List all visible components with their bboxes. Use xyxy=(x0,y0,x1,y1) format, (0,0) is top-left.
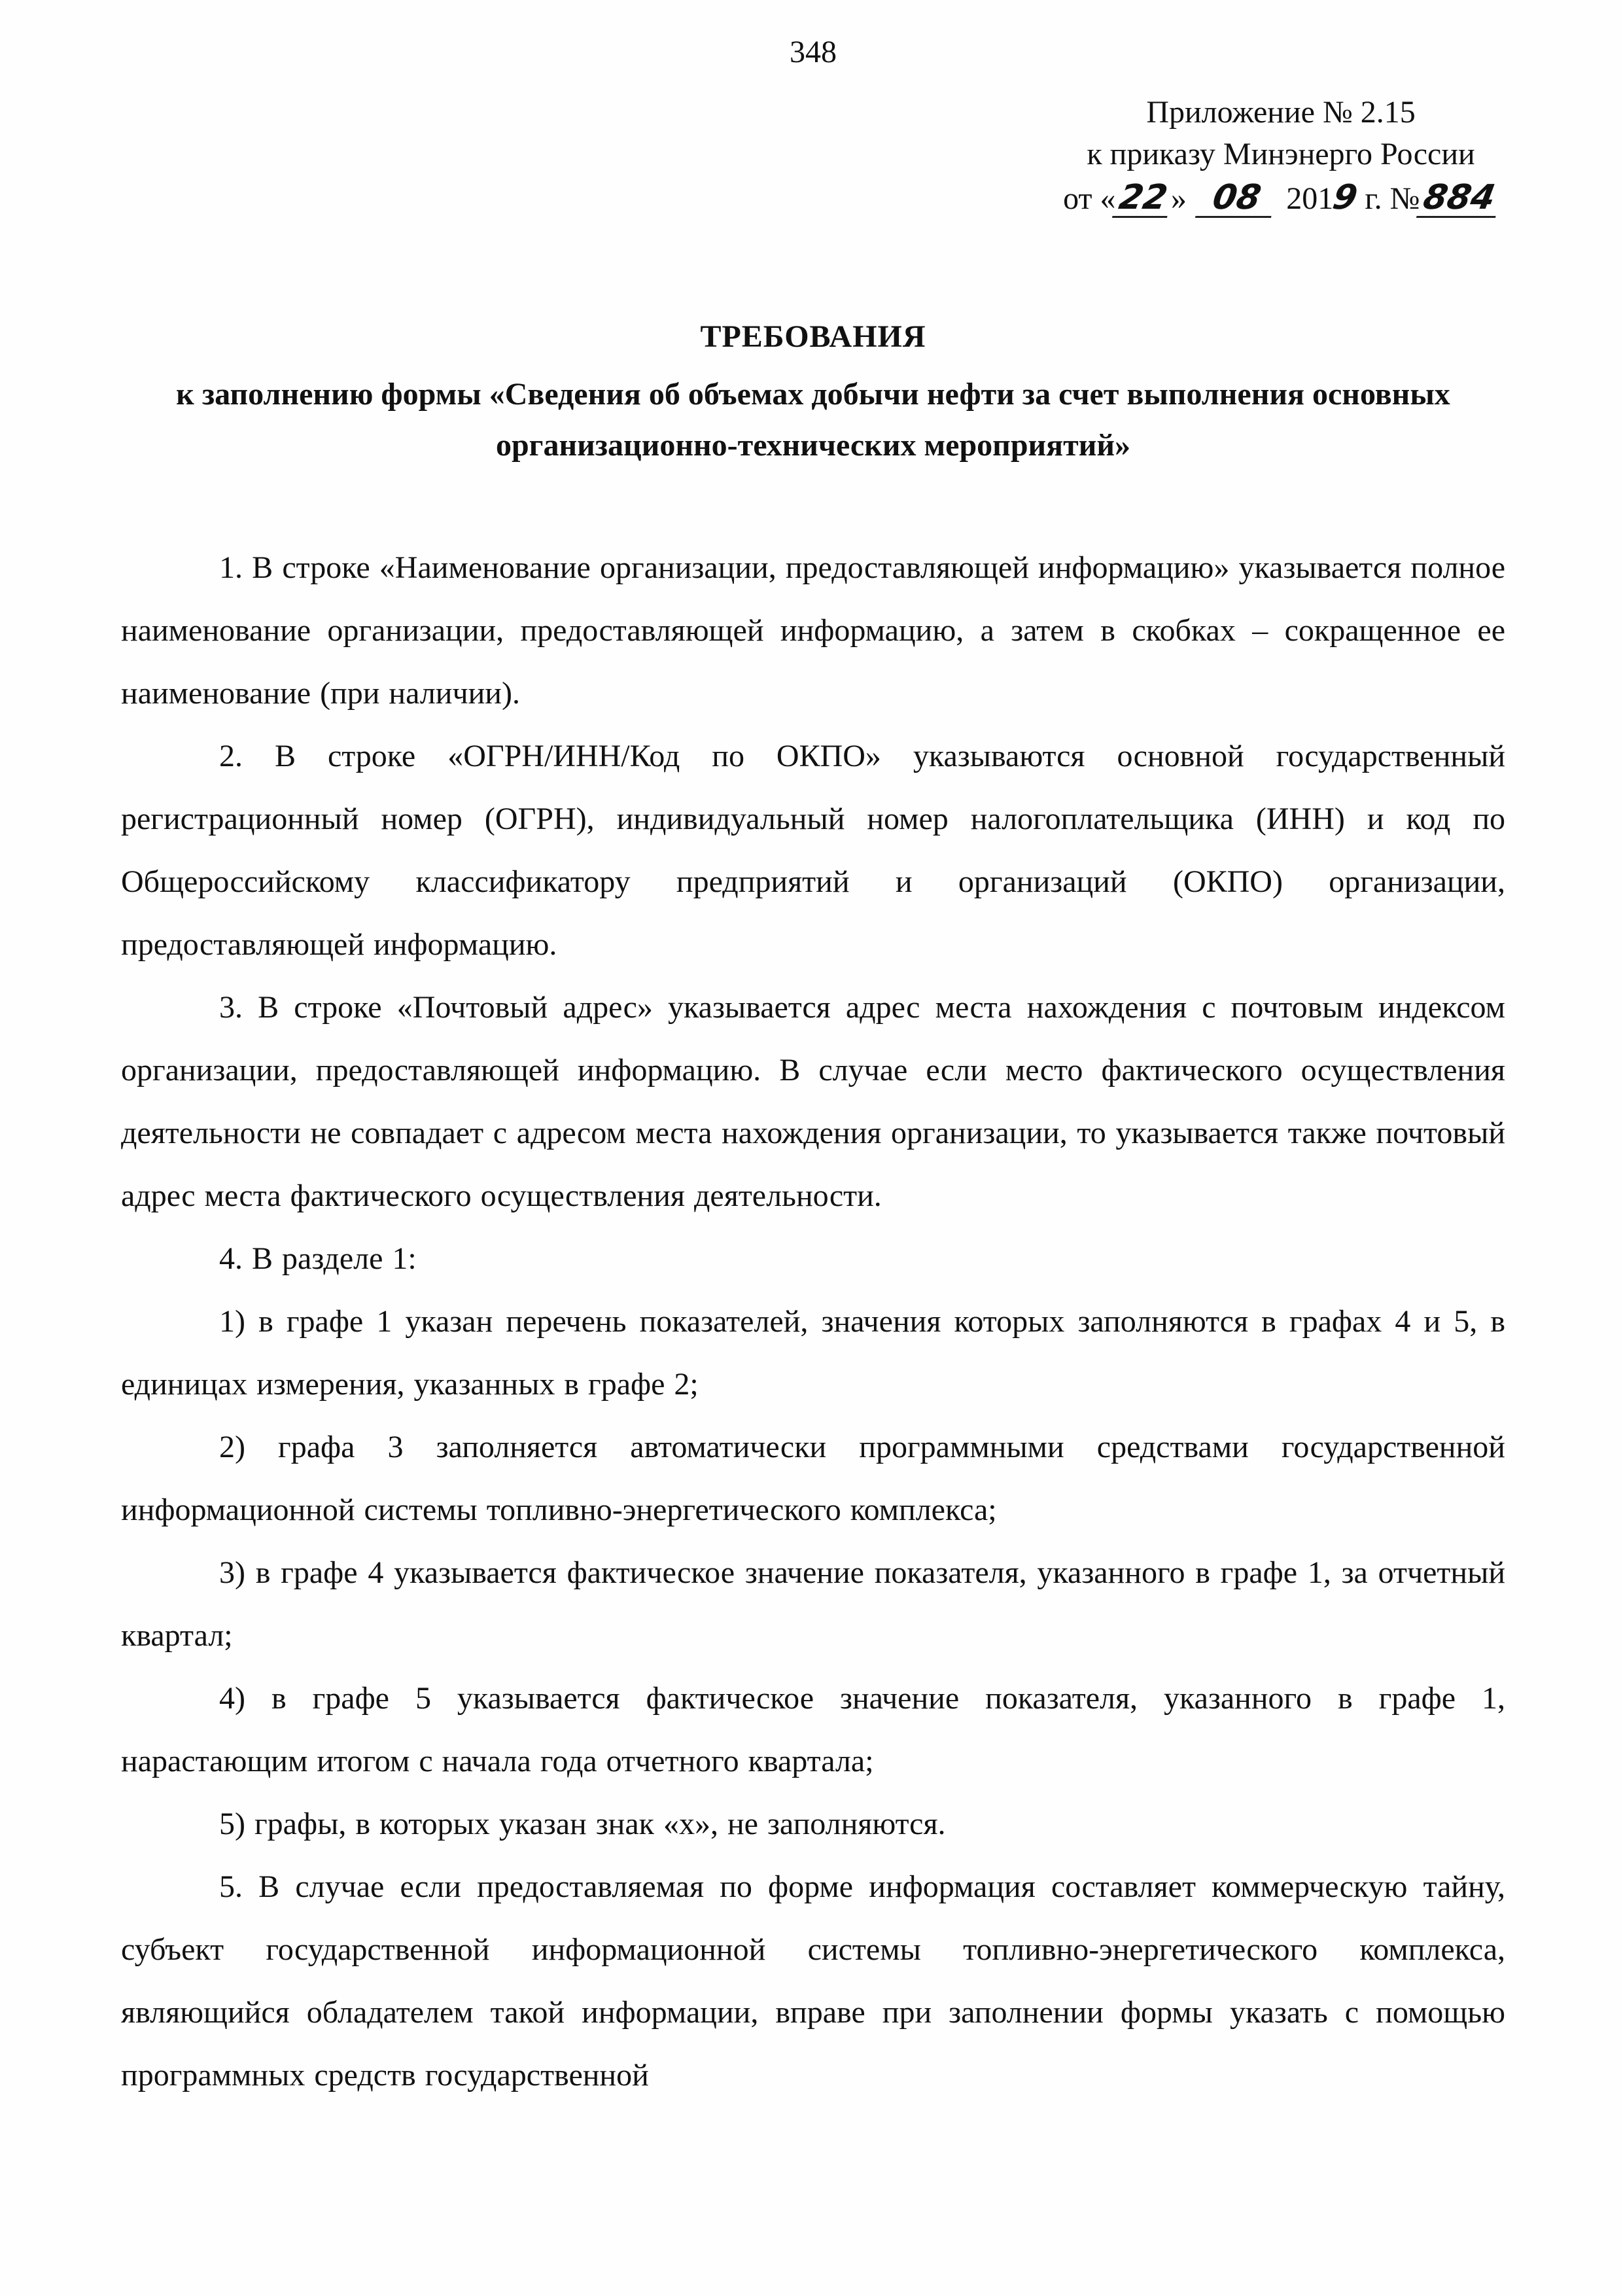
document-title-main: ТРЕБОВАНИЯ xyxy=(700,319,926,354)
date-prefix: от « xyxy=(1063,181,1116,216)
paragraph-4-subitem-3: 3) в графе 4 указывается фактическое значение показателя, указанного в графе 1, за отчетный квартал; xyxy=(121,1555,1505,1653)
handwritten-year-digit: 9 xyxy=(1329,178,1361,217)
page-number: 348 xyxy=(790,35,837,69)
date-after-day: » xyxy=(1170,181,1187,216)
paragraph-3: 3. В строке «Почтовый адрес» указывается адрес места нахождения с почтовым индексом организации, предоставляющей информацию. В случае если место фактического осуществления деятельности не совпадает с адресом места нахождения организации, то указывается также почтовый адрес места фактического осуществления деятельности. xyxy=(121,990,1505,1213)
handwritten-month: 08 xyxy=(1195,181,1278,218)
paragraph-2: 2. В строке «ОГРН/ИНН/Код по ОКПО» указываются основной государственный регистрационный номер (ОГРН), индивидуальный номер налогоплательщика (ИНН) и код по Общероссийскому классификатору предприятий и организаций (ОКПО) организации, предоставляющей информацию. xyxy=(121,739,1505,962)
appendix-block xyxy=(1063,92,1499,220)
date-year-printed: 201 xyxy=(1286,181,1334,216)
document-body xyxy=(121,537,1505,2107)
paragraph-4-subitem-5: 5) графы, в которых указан знак «х», не заполняются. xyxy=(219,1807,946,1841)
handwritten-day: 22 xyxy=(1112,181,1174,218)
date-year-suffix: г. № xyxy=(1365,181,1420,216)
document-title-subtitle: к заполнению формы «Сведения об объемах добычи нефти за счет выполнения основных организационно-технических мероприятий» xyxy=(176,377,1450,463)
appendix-reference-line: Приложение № 2.15 xyxy=(1146,95,1416,130)
appendix-order-line: к приказу Минэнерго России xyxy=(1087,137,1475,171)
paragraph-4-subitem-1: 1) в графе 1 указан перечень показателей, значения которых заполняются в графах 4 и 5, в единицах измерения, указанных в графе 2; xyxy=(121,1304,1505,1402)
paragraph-4-subitem-2: 2) графа 3 заполняется автоматически программными средствами государственной информационной системы топливно-энергетического комплекса; xyxy=(121,1430,1505,1527)
order-date-line xyxy=(1063,178,1499,220)
handwritten-order-number: 884 xyxy=(1416,181,1502,218)
paragraph-5: 5. В случае если предоставляемая по форме информация составляет коммерческую тайну, субъект государственной информационной системы топливно-энергетического комплекса, являющийся обладателем такой информации, вправе при заполнении формы указать с помощью программных средств государственной xyxy=(121,1869,1505,2093)
paragraph-1: 1. В строке «Наименование организации, предоставляющей информацию» указывается полное наименование организации, предоставляющей информацию, а затем в скобках – сокращенное ее наименование (при наличии). xyxy=(121,550,1505,711)
paragraph-4: 4. В разделе 1: xyxy=(219,1241,417,1276)
document-title xyxy=(121,311,1505,471)
paragraph-4-subitem-4: 4) в графе 5 указывается фактическое значение показателя, указанного в графе 1, нарастающим итогом с начала года отчетного квартала; xyxy=(121,1681,1505,1778)
